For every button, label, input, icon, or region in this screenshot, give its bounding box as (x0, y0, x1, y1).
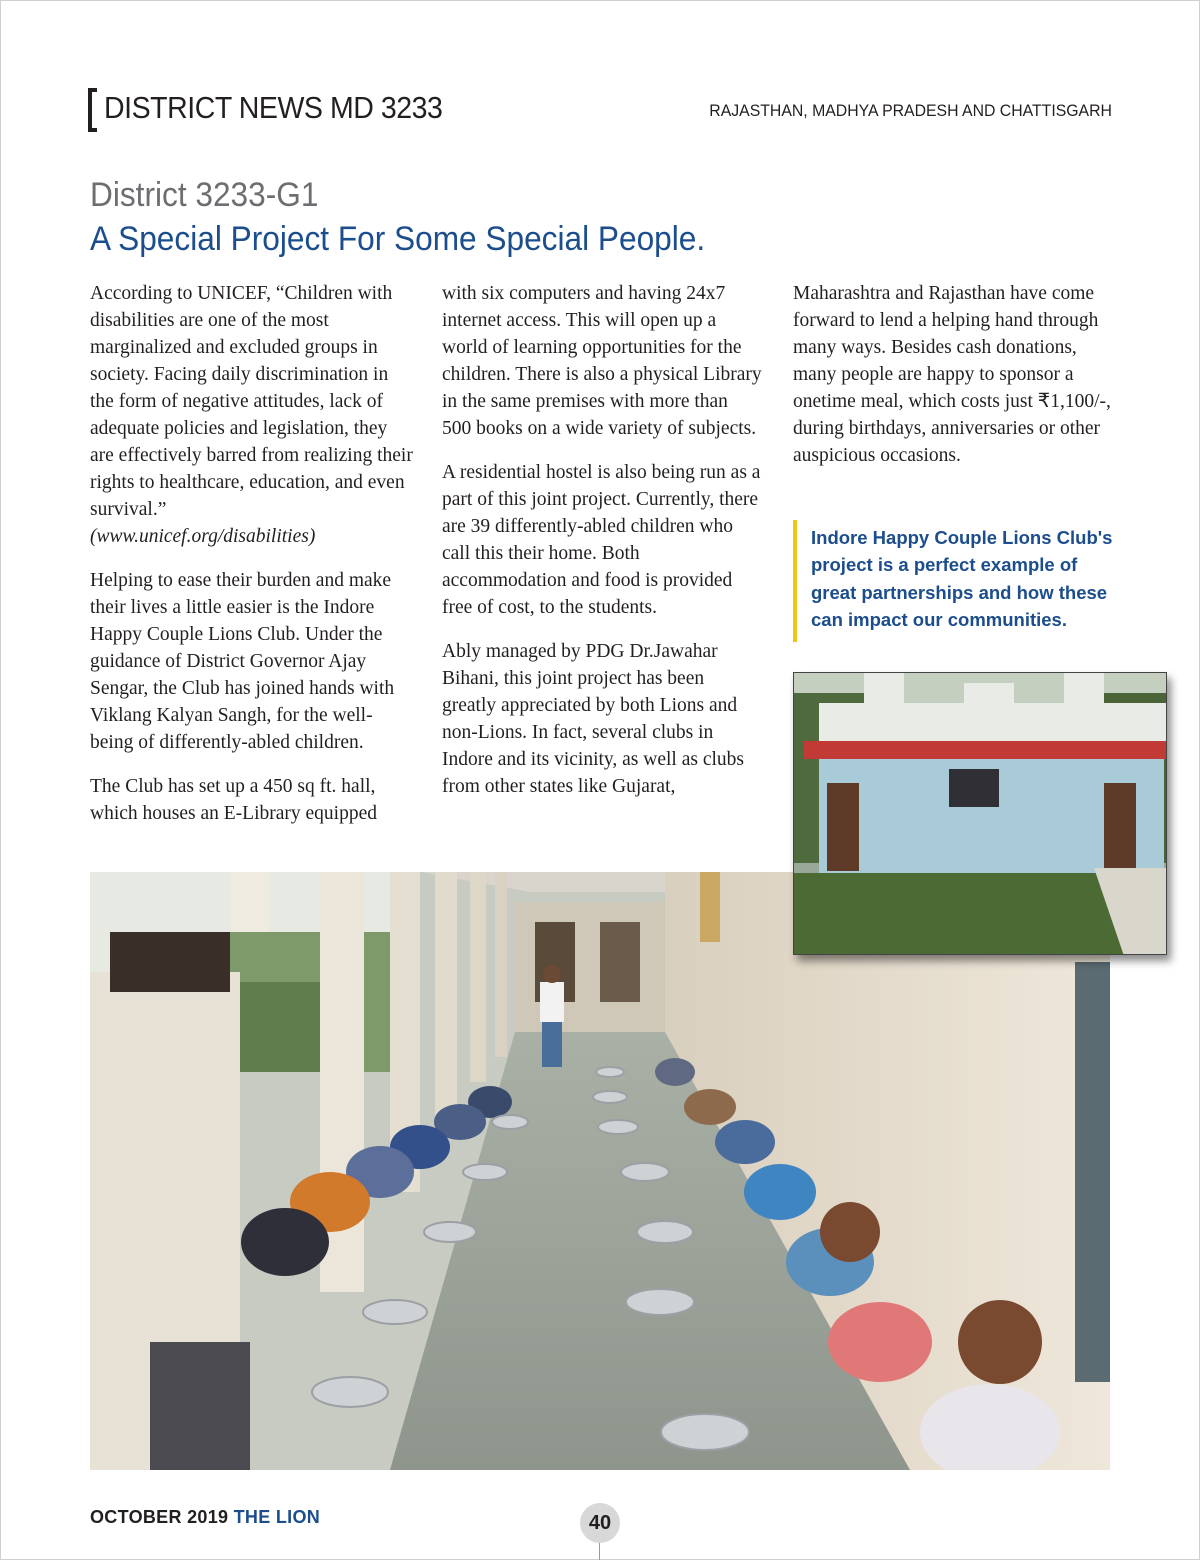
text-column-3 (793, 280, 1118, 486)
text-column-2 (442, 280, 762, 817)
issue-month: OCTOBER 2019 (90, 1507, 229, 1527)
section-title: DISTRICT NEWS MD 3233 (104, 90, 443, 125)
unicef-citation: (www.unicef.org/disabilities) (90, 526, 316, 547)
paragraph: Ably managed by PDG Dr.Jawahar Bihani, this joint project has been greatly appreciated by both Lions and non-Lions. In fact, several clubs in Indore and its vicinity, as well as clubs from other states like Gujarat, (442, 641, 745, 797)
building-illustration (794, 673, 1167, 955)
paragraph: with six computers and having 24x7 internet access. This will open up a world of learning opportunities for the children. There is also a physical Library in the same premises with more than 500 books on a wide variety of subjects. (442, 283, 762, 439)
paragraph: Maharashtra and Rajasthan have come forward to lend a helping hand through many ways. Besides cash donations, many people are happy to sponsor a onetime meal, which costs just ₹1,100/-, during birthdays, anniversaries or other auspicious occasions. (793, 283, 1111, 466)
unicef-quote: According to UNICEF, “Children with disabilities are one of the most marginalized and excluded groups in society. Facing daily discrimination in the form of negative attitudes, lack of adequate policies and legislation, they are effectively barred from realizing their rights to healthcare, education, and even survival.” (90, 283, 413, 520)
region-label: RAJASTHAN, MADHYA PRADESH AND CHATTISGARH (709, 101, 1112, 120)
paragraph (90, 280, 415, 550)
corridor-meal-illustration (90, 872, 1110, 1470)
issue-date (90, 1507, 320, 1528)
page-number: 40 (580, 1503, 620, 1543)
paragraph: The Club has set up a 450 sq ft. hall, which houses an E-Library equipped (90, 776, 377, 824)
header-bracket (88, 88, 97, 132)
magazine-name: THE LION (233, 1507, 321, 1527)
pull-quote: Indore Happy Couple Lions Club's project is a perfect example of great partnerships and how these can impact our communities. (793, 520, 1123, 642)
district-kicker: District 3233-G1 (90, 176, 319, 214)
building-photo (793, 672, 1167, 955)
text-column-1 (90, 280, 415, 844)
corridor-meal-photo (90, 872, 1110, 1470)
paragraph: A residential hostel is also being run as a part of this joint project. Currently, there are 39 differently-abled children who call this their home. Both accommodation and food is provided free of cost, to the students. (442, 462, 761, 618)
article-headline: A Special Project For Some Special People. (90, 220, 706, 258)
paragraph: Helping to ease their burden and make their lives a little easier is the Indore Happy Couple Lions Club. Under the guidance of District Governor Ajay Sengar, the Club has joined hands with Viklang Kalyan Sangh, for the well-being of differently-abled children. (90, 570, 395, 753)
